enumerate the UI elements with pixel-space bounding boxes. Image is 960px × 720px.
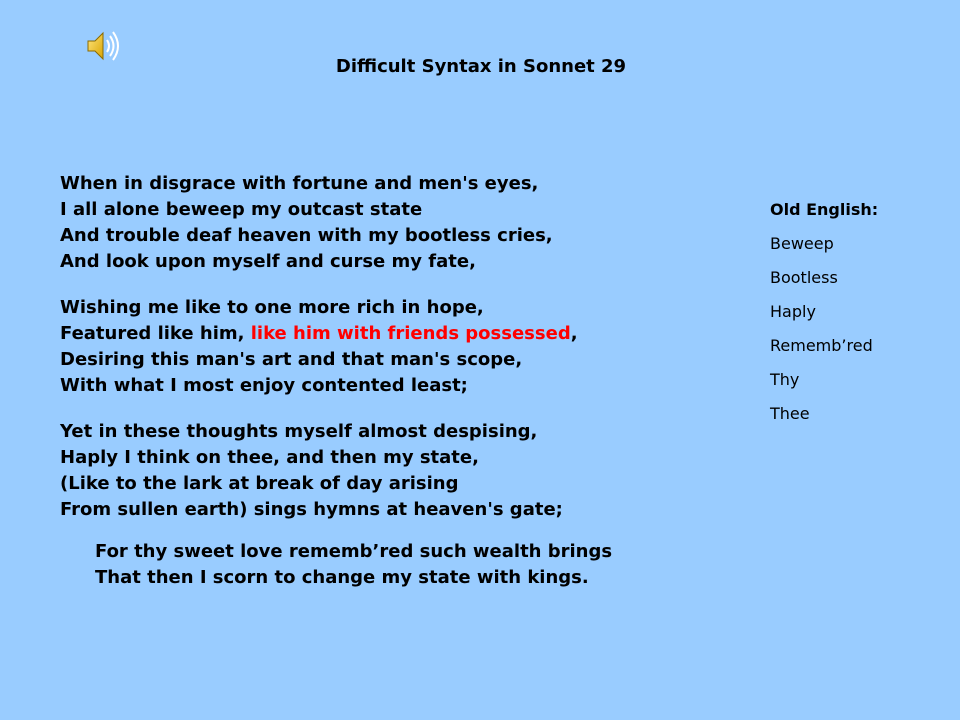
glossary-item: Thy bbox=[770, 370, 800, 389]
couplet bbox=[60, 539, 612, 591]
glossary-item: Haply bbox=[770, 302, 816, 321]
poem-line: That then I scorn to change my state with kings. bbox=[95, 567, 589, 588]
glossary-item: Beweep bbox=[770, 234, 834, 253]
highlighted-phrase: like him with friends possessed bbox=[250, 323, 571, 344]
stanza-1 bbox=[60, 171, 612, 275]
glossary-heading: Old English: bbox=[770, 200, 879, 219]
poem-line-highlighted bbox=[60, 321, 612, 347]
poem-line: Haply I think on thee, and then my state, bbox=[60, 447, 479, 468]
poem-line: (Like to the lark at break of day arising bbox=[60, 473, 459, 494]
poem-line: With what I most enjoy contented least; bbox=[60, 375, 468, 396]
stanza-3 bbox=[60, 419, 612, 523]
poem-line: I all alone beweep my outcast state bbox=[60, 199, 423, 220]
poem-line: From sullen earth) sings hymns at heaven's gate; bbox=[60, 499, 563, 520]
glossary-item: Thee bbox=[770, 404, 810, 423]
poem-line: When in disgrace with fortune and men's eyes, bbox=[60, 173, 539, 194]
glossary-item: Rememb’red bbox=[770, 336, 873, 355]
poem-line: For thy sweet love rememb’red such wealth brings bbox=[95, 541, 613, 562]
poem-line-end: , bbox=[570, 323, 578, 344]
poem-line: Wishing me like to one more rich in hope, bbox=[60, 297, 484, 318]
poem-line: And trouble deaf heaven with my bootless cries, bbox=[60, 225, 553, 246]
poem-line: And look upon myself and curse my fate, bbox=[60, 251, 476, 272]
slide-title: Difficult Syntax in Sonnet 29 bbox=[335, 56, 627, 77]
poem-line: Yet in these thoughts myself almost despising, bbox=[60, 421, 538, 442]
poem-line-start: Featured like him, bbox=[60, 323, 251, 344]
sonnet-text bbox=[60, 171, 612, 591]
old-english-glossary bbox=[770, 200, 878, 438]
glossary-item: Bootless bbox=[770, 268, 838, 287]
stanza-2 bbox=[60, 295, 612, 399]
poem-line: Desiring this man's art and that man's scope, bbox=[60, 349, 523, 370]
